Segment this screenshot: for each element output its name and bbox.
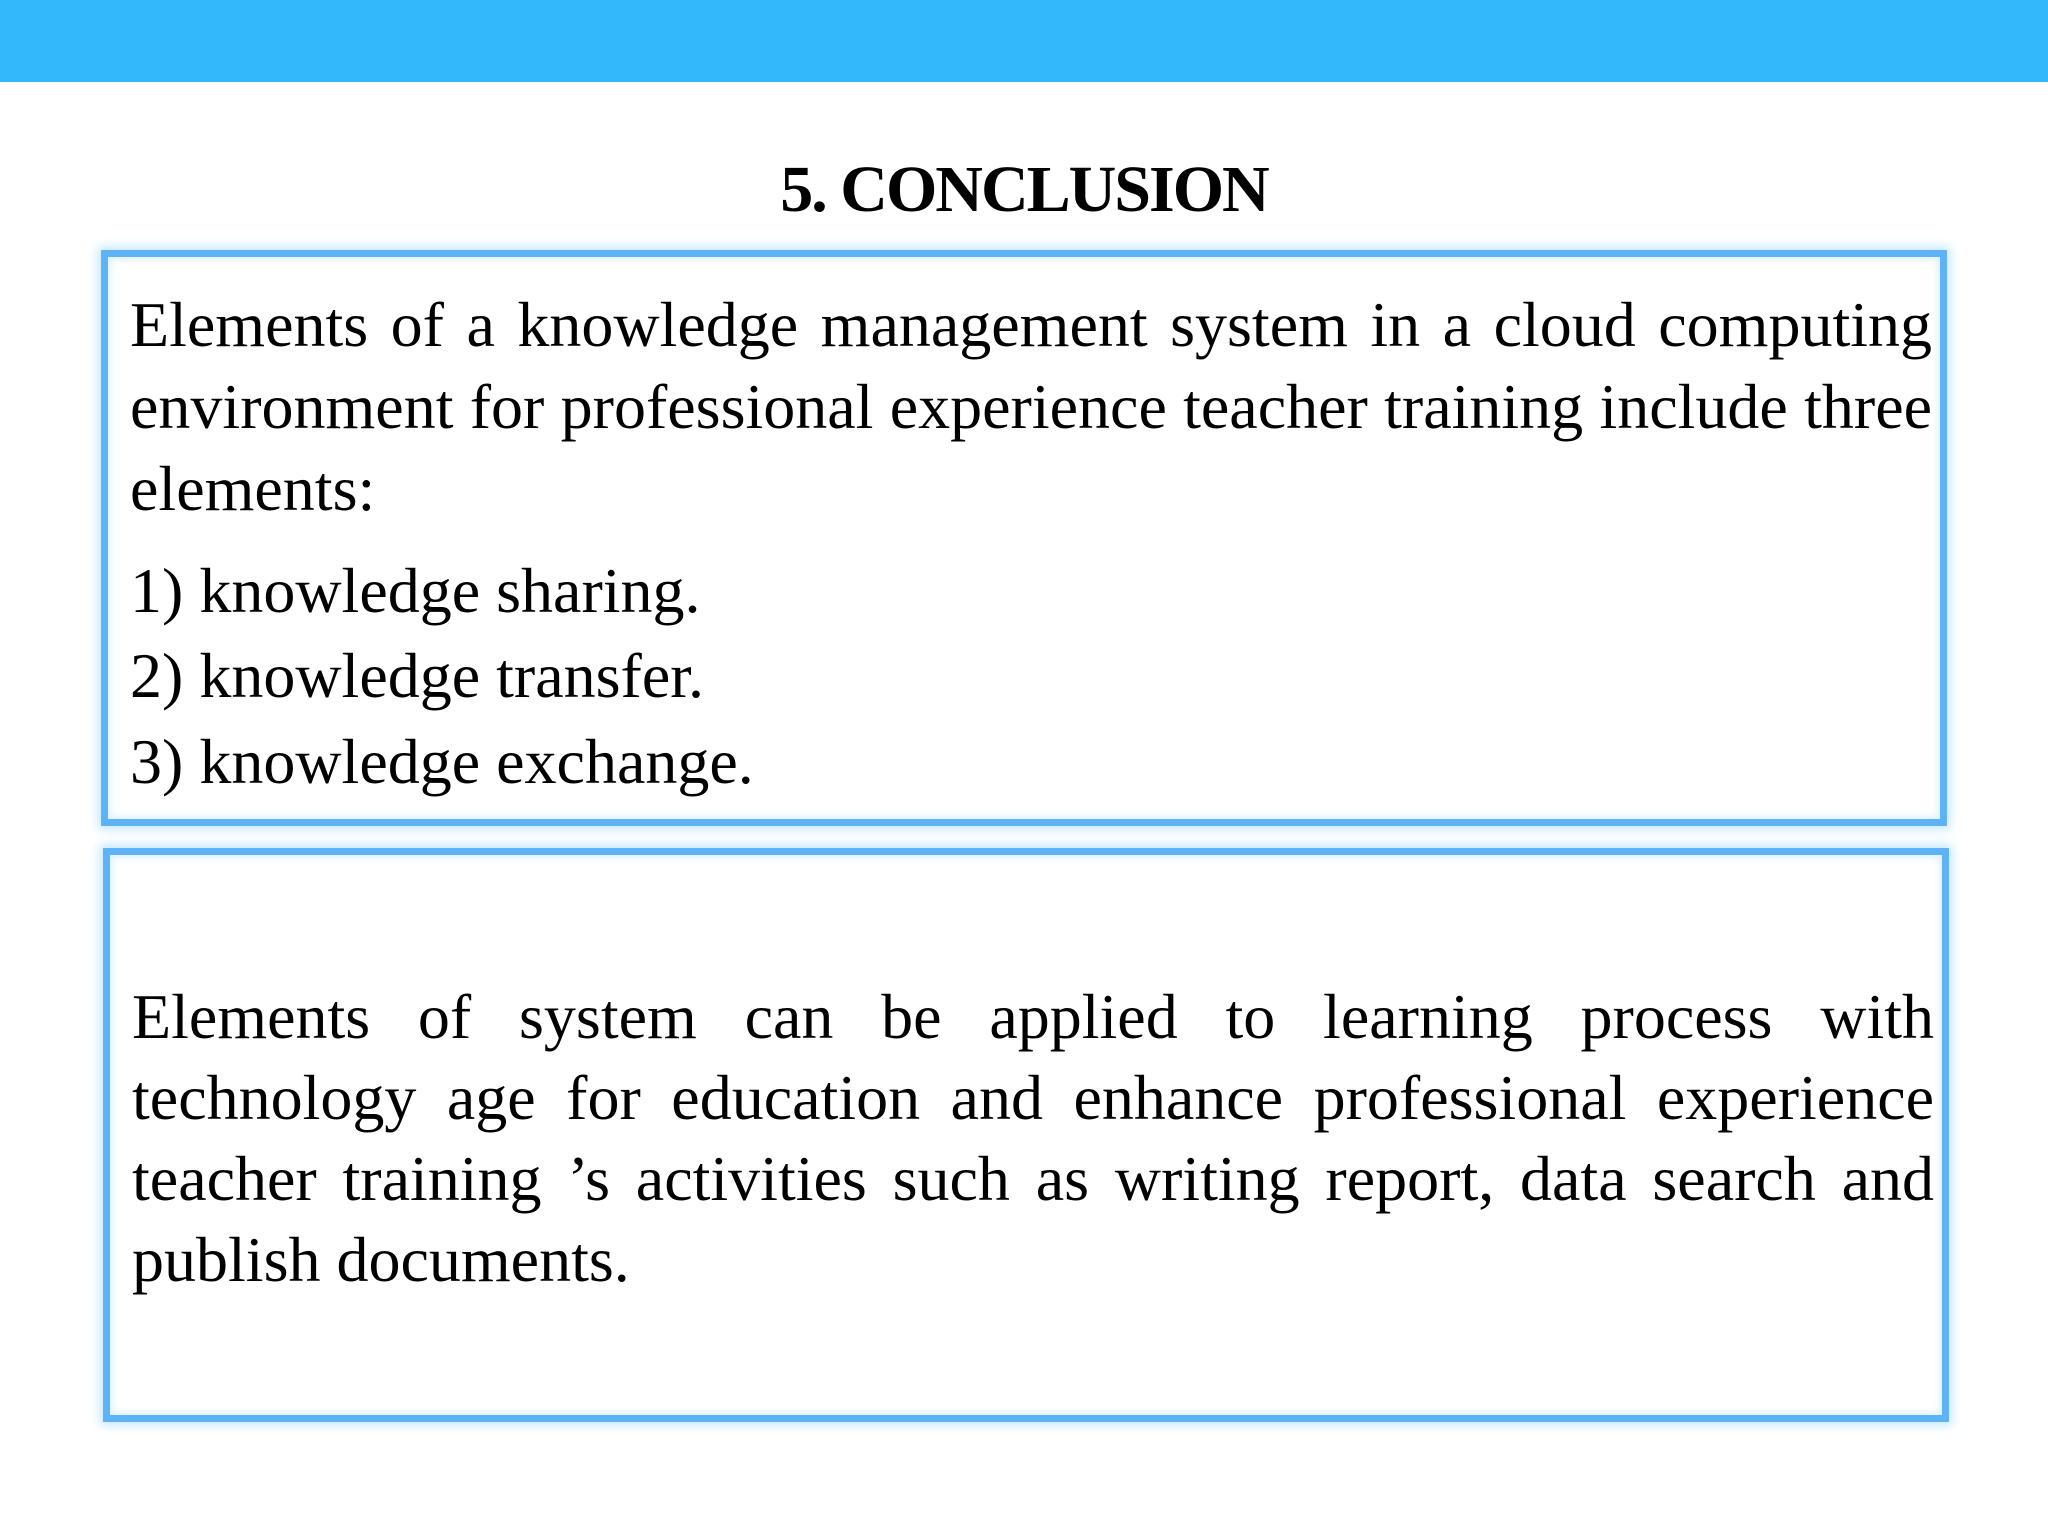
- application-box: [103, 848, 1949, 1422]
- slide-title: 5. CONCLUSION: [780, 153, 1268, 226]
- list-item: 2) knowledge transfer.: [130, 640, 705, 711]
- elements-box: [101, 250, 1947, 826]
- elements-intro-text: Elements of a knowledge management system in a cloud computing environment for professional experience teacher training include three elements:: [130, 289, 1932, 524]
- application-text: Elements of system can be applied to learning process with technology age for education and enhance professional experience teacher training ’s activities such as writing report, data search and publish documents.: [132, 981, 1934, 1295]
- elements-list: [130, 549, 1932, 805]
- list-item: 3) knowledge exchange.: [130, 726, 754, 797]
- list-item: 1) knowledge sharing.: [130, 555, 701, 626]
- top-banner-bar: [0, 0, 2048, 82]
